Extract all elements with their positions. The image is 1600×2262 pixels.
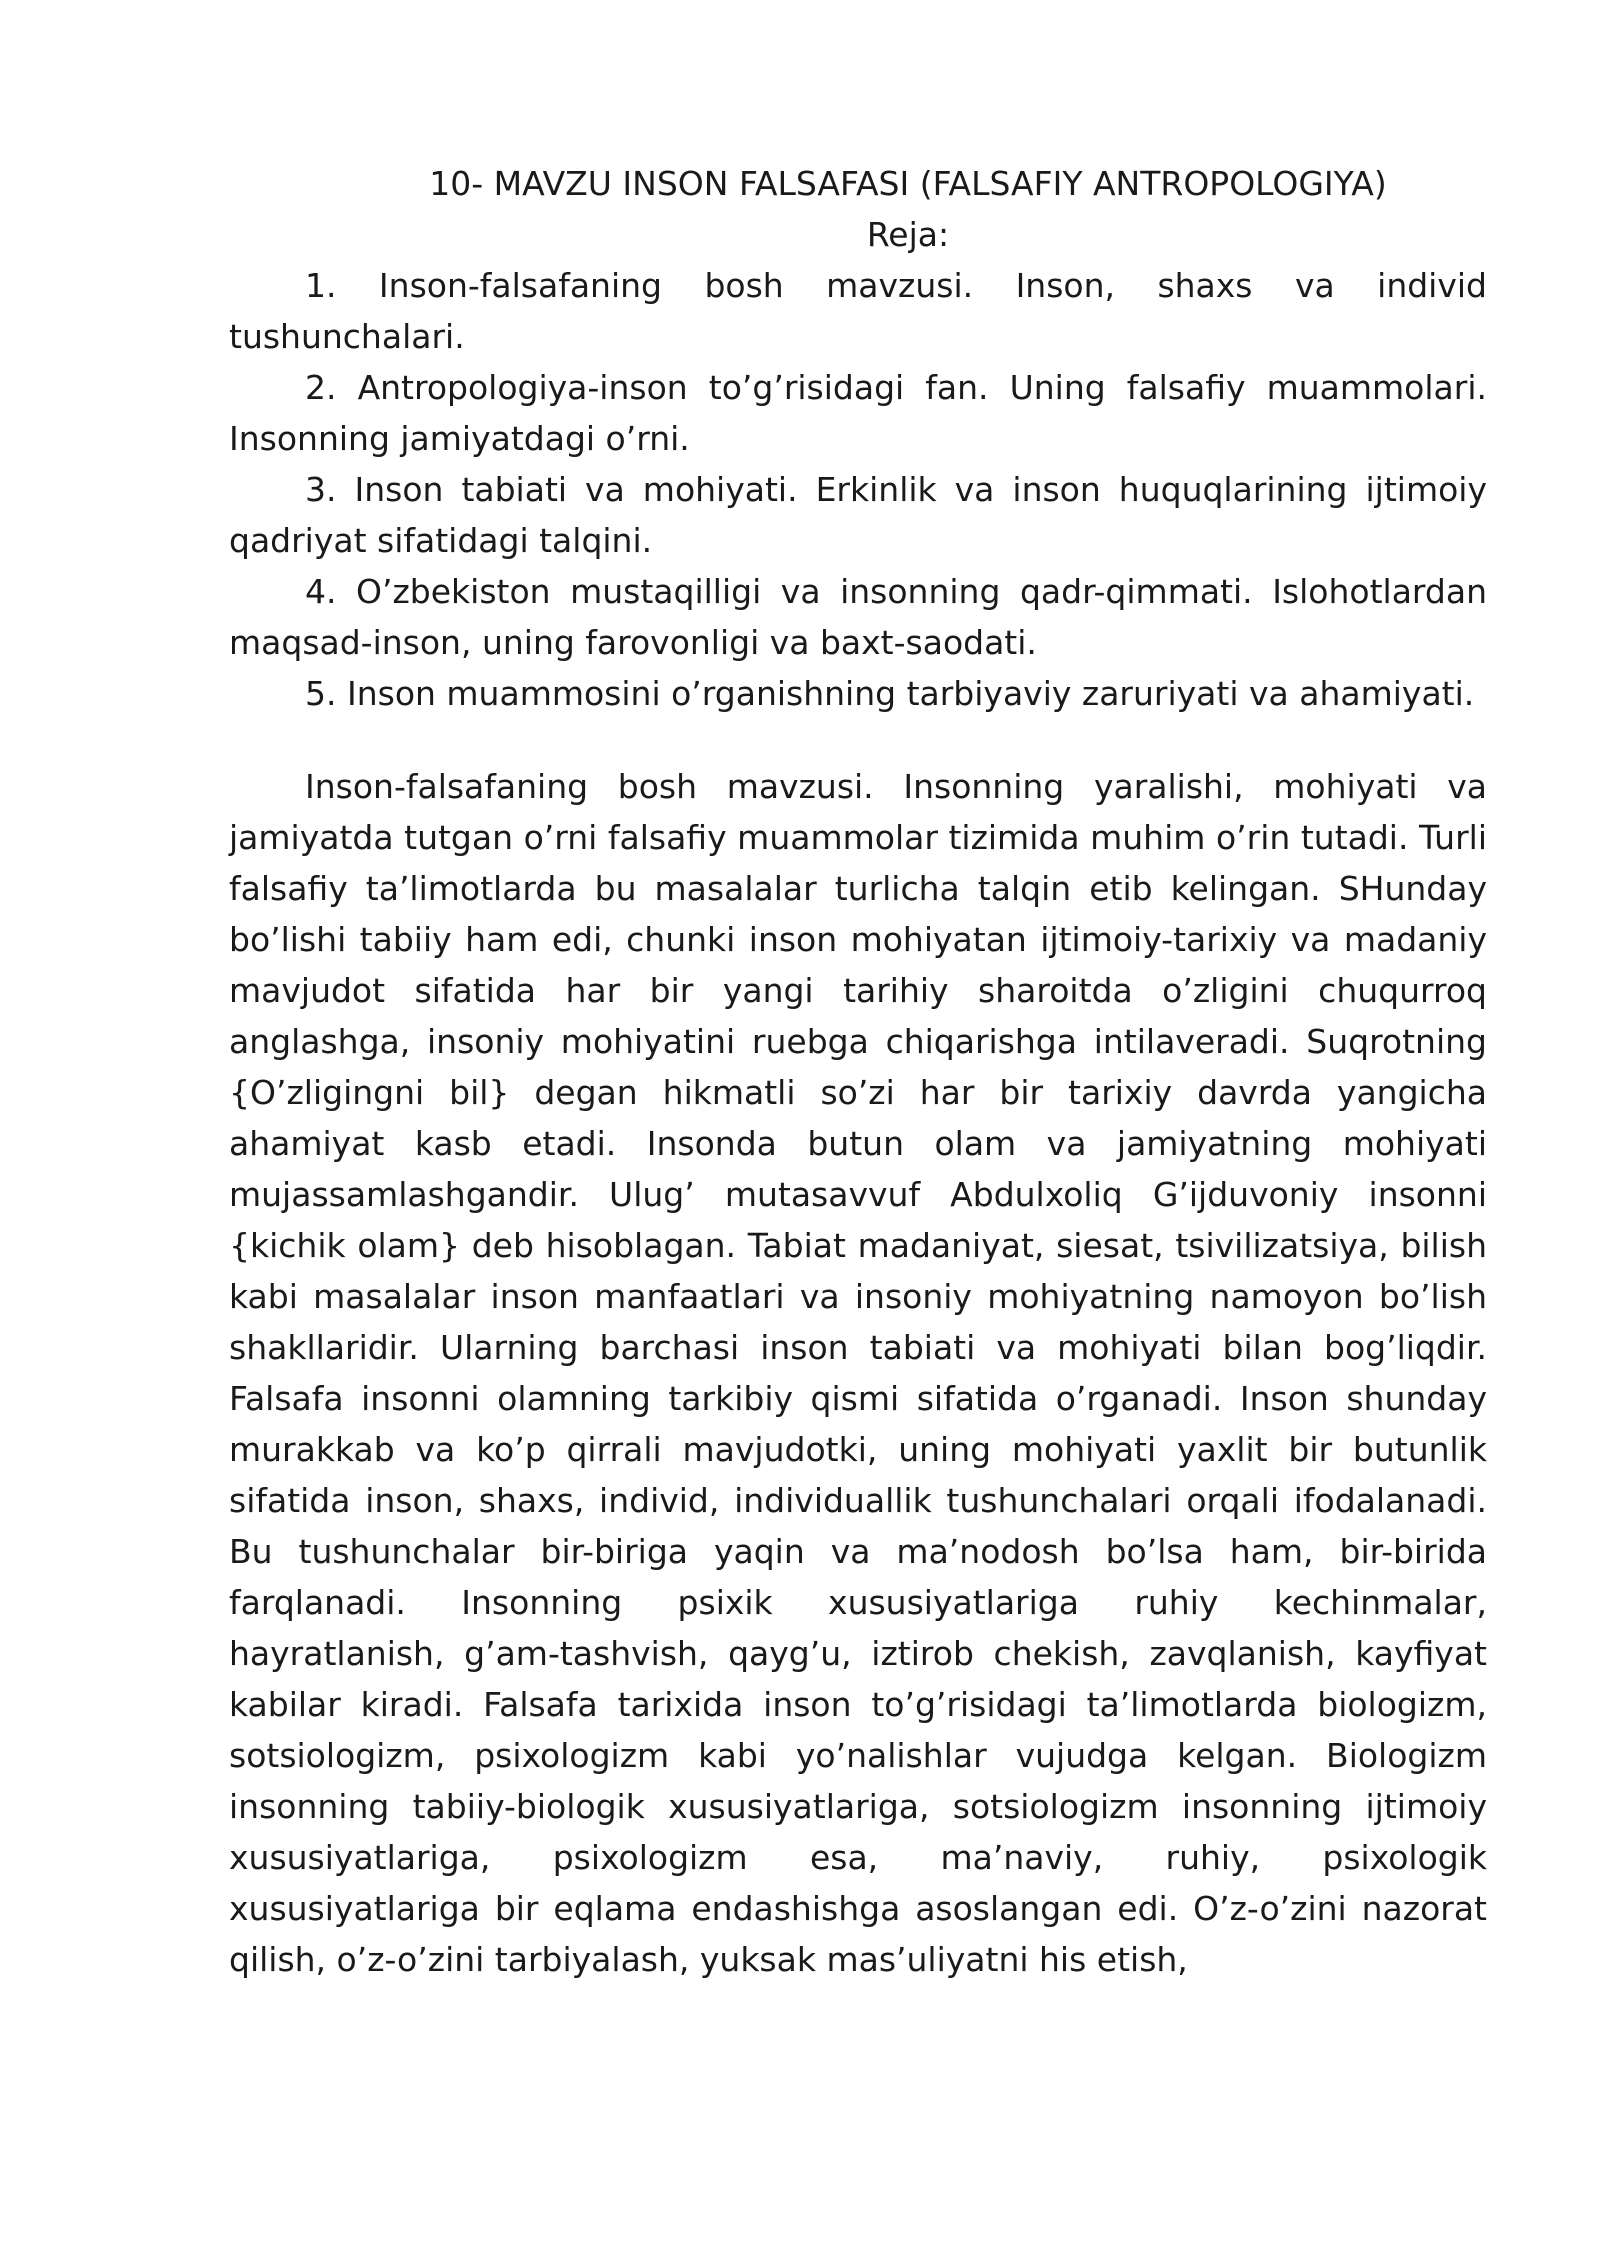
plan-item: 1. Inson-falsafaning bosh mavzusi. Inson, shaxs va individ tushunchalari. bbox=[229, 266, 1487, 356]
document-content bbox=[229, 158, 1487, 1985]
plan-item: 3. Inson tabiati va mohiyati. Erkinlik va inson huquqlarining ijtimoiy qadriyat sifatidagi talqini. bbox=[229, 470, 1487, 560]
plan-item: 5. Inson muammosini o’rganishning tarbiyaviy zaruriyati va ahamiyati. bbox=[305, 674, 1475, 713]
body-paragraph: Inson-falsafaning bosh mavzusi. Insonning yaralishi, mohiyati va jamiyatda tutgan o’rni falsafiy muammolar tizimida muhim o’rin tutadi. Turli falsafiy ta’limotlarda bu masalalar turlicha talqin etib kelingan. SHunday bo’lishi tabiiy ham edi, chunki inson mohiyatan ijtimoiy-tarixiy va madaniy mavjudot sifatida har bir yangi tarihiy sharoitda o’zligini chuqurroq anglashga, insoniy mohiyatini ruebga chiqarishga intilaveradi. Suqrotning {O’zligingni bil} degan hikmatli so’zi har bir tarixiy davrda yangicha ahamiyat kasb etadi. Insonda butun olam va jamiyatning mohiyati mujassamlashgandir. Ulug’ mutasavvuf Abdulxoliq G’ijduvoniy insonni {kichik olam} deb hisoblagan. Tabiat madaniyat, siesat, tsivilizatsiya, bilish kabi masalalar inson manfaatlari va insoniy mohiyatning namoyon bo’lish shakllaridir. Ularning barchasi inson tabiati va mohiyati bilan bog’liqdir. Falsafa insonni olamning tarkibiy qismi sifatida o’rganadi. Inson shunday murakkab va ko’p qirrali mavjudotki, uning mohiyati yaxlit bir butunlik sifatida inson, shaxs, individ, individuallik tushunchalari orqali ifodalanadi. Bu tushunchalar bir-biriga yaqin va ma’nodosh bo’lsa ham, bir-birida farqlanadi. Insonning psixik xususiyatlariga ruhiy kechinmalar, hayratlanish, g’am-tashvish, qayg’u, iztirob chekish, zavqlanish, kayfiyat kabilar kiradi. Falsafa tarixida inson to’g’risidagi ta’limotlarda biologizm, sotsiologizm, psixologizm kabi yo’nalishlar vujudga kelgan. Biologizm insonning tabiiy-biologik xususiyatlariga, sotsiologizm insonning ijtimoiy xususiyatlariga, psixologizm esa, ma’naviy, ruhiy, psixologik xususiyatlariga bir eqlama endashishga asoslangan edi. O’z-o’zini nazorat qilish, o’z-o’zini tarbiyalash, yuksak mas’uliyatni his etish, bbox=[229, 767, 1487, 1979]
document-title: 10- MAVZU INSON FALSAFASI (FALSAFIY ANTROPOLOGIYA) bbox=[429, 164, 1387, 203]
plan-item: 2. Antropologiya-inson to’g’risidagi fan. Uning falsafiy muammolari. Insonning jamiyatdagi o’rni. bbox=[229, 368, 1487, 458]
plan-heading: Reja: bbox=[866, 215, 950, 254]
plan-item: 4. O’zbekiston mustaqilligi va insonning qadr-qimmati. Islohotlardan maqsad-inson, uning farovonligi va baxt-saodati. bbox=[229, 572, 1487, 662]
paragraph-spacer bbox=[229, 719, 1487, 761]
plan-list bbox=[229, 260, 1487, 719]
